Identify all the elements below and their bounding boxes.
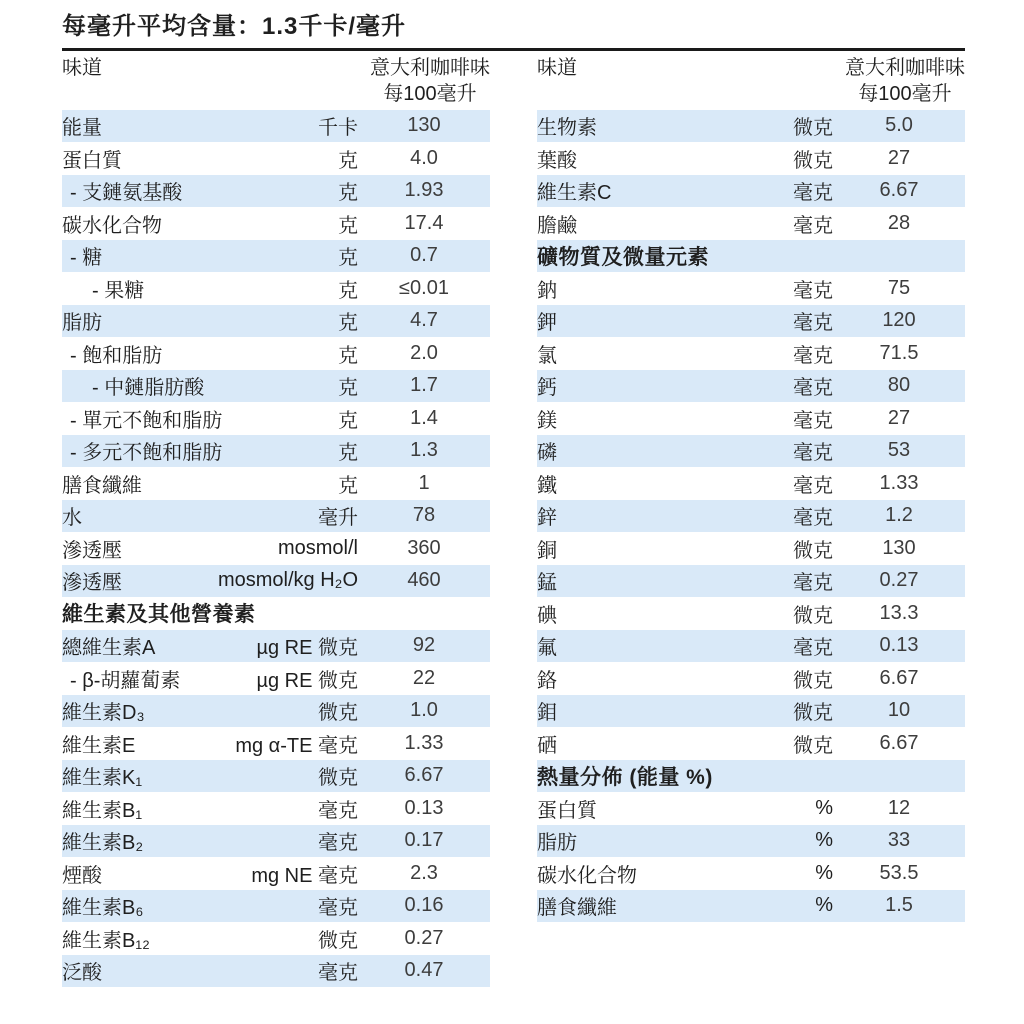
row-label: 煙酸 bbox=[62, 864, 102, 887]
row-label: 膳食纖維 bbox=[537, 897, 617, 920]
row-label: - 飽和脂肪 bbox=[70, 344, 163, 367]
row-main-cell bbox=[62, 111, 358, 140]
row-unit: 毫克 bbox=[793, 507, 833, 530]
row-label: 維生素C bbox=[537, 182, 612, 205]
table-row bbox=[62, 337, 490, 370]
row-value: 13.3 bbox=[879, 601, 919, 624]
row-value: 0.13 bbox=[404, 796, 444, 819]
row-unit: µg RE 微克 bbox=[256, 669, 358, 692]
row-main-cell bbox=[537, 306, 833, 335]
row-value: 6.67 bbox=[404, 764, 444, 787]
row-label: 滲透壓 bbox=[62, 572, 122, 595]
row-unit: 毫克 bbox=[793, 474, 833, 497]
table-row bbox=[537, 435, 965, 468]
row-unit: 微克 bbox=[793, 604, 833, 627]
row-value: 130 bbox=[407, 114, 441, 137]
row-unit: % bbox=[815, 796, 833, 819]
row-label: - 單元不飽和脂肪 bbox=[70, 409, 223, 432]
row-label: 碳水化合物 bbox=[537, 864, 637, 887]
row-label: 鉀 bbox=[537, 312, 557, 335]
row-main-cell bbox=[537, 794, 833, 823]
row-unit: 克 bbox=[338, 344, 358, 367]
row-label: 維生素B₆ bbox=[62, 897, 144, 920]
row-main-cell bbox=[62, 761, 358, 790]
row-unit: 毫克 bbox=[318, 962, 358, 985]
row-label: - β-胡蘿蔔素 bbox=[70, 669, 181, 692]
row-label: 維生素D₃ bbox=[62, 702, 145, 725]
row-value: 1.33 bbox=[879, 471, 919, 494]
per-serving-label: 每100毫升 bbox=[383, 82, 477, 105]
table-header bbox=[537, 53, 965, 110]
row-value: 120 bbox=[882, 309, 916, 332]
row-main-cell bbox=[62, 891, 358, 920]
row-value: 0.13 bbox=[879, 634, 919, 657]
row-unit: 毫升 bbox=[318, 507, 358, 530]
row-main-cell bbox=[537, 404, 833, 433]
table-row bbox=[62, 142, 490, 175]
row-value: 75 bbox=[887, 276, 911, 299]
table-columns bbox=[62, 53, 965, 988]
row-unit: 克 bbox=[338, 279, 358, 302]
section-header-row bbox=[537, 240, 965, 273]
table-row bbox=[62, 175, 490, 208]
row-main-cell bbox=[62, 176, 358, 205]
row-main-cell bbox=[62, 696, 358, 725]
table-row bbox=[537, 695, 965, 728]
row-label: 蛋白質 bbox=[537, 799, 597, 822]
per-serving-label: 每100毫升 bbox=[858, 82, 952, 105]
table-row bbox=[537, 792, 965, 825]
row-value: 1 bbox=[418, 471, 430, 494]
row-main-cell bbox=[537, 176, 833, 205]
table-row bbox=[62, 110, 490, 143]
table-row bbox=[62, 760, 490, 793]
row-unit: 微克 bbox=[793, 702, 833, 725]
row-label: - 多元不飽和脂肪 bbox=[70, 442, 223, 465]
row-label: 維生素B₁ bbox=[62, 799, 143, 822]
row-label: - 果糖 bbox=[92, 279, 145, 302]
row-unit: 毫克 bbox=[318, 832, 358, 855]
table-row bbox=[62, 532, 490, 565]
row-label: 水 bbox=[62, 507, 82, 530]
row-unit: 毫克 bbox=[793, 279, 833, 302]
row-main-cell bbox=[537, 599, 833, 628]
row-main-cell bbox=[62, 729, 358, 758]
table-row bbox=[62, 467, 490, 500]
row-label: 脂肪 bbox=[62, 312, 102, 335]
row-value: 10 bbox=[887, 699, 911, 722]
row-unit: 克 bbox=[338, 377, 358, 400]
row-value: 1.0 bbox=[410, 699, 438, 722]
row-value: 360 bbox=[407, 536, 441, 559]
flavor-value: 意大利咖啡味 bbox=[845, 56, 965, 79]
row-main-cell bbox=[62, 339, 358, 368]
nutrition-table-left bbox=[62, 53, 490, 988]
row-unit: µg RE 微克 bbox=[256, 637, 358, 660]
row-unit: % bbox=[815, 829, 833, 852]
row-label: 泛酸 bbox=[62, 962, 102, 985]
row-main-cell bbox=[537, 209, 833, 238]
row-main-cell bbox=[537, 274, 833, 303]
row-value: 1.7 bbox=[410, 374, 438, 397]
row-label: 鉬 bbox=[537, 702, 557, 725]
row-label: - 中鏈脂肪酸 bbox=[92, 377, 205, 400]
row-label: 維生素B₁₂ bbox=[62, 929, 150, 952]
row-unit: 克 bbox=[338, 409, 358, 432]
row-main-cell bbox=[62, 664, 358, 693]
table-row bbox=[537, 370, 965, 403]
row-unit: mg NE 毫克 bbox=[251, 864, 358, 887]
row-label: 氯 bbox=[537, 344, 557, 367]
row-label: 鈉 bbox=[537, 279, 557, 302]
flavor-column-header: 味道 bbox=[537, 56, 577, 79]
row-unit: 微克 bbox=[793, 669, 833, 692]
row-label: 能量 bbox=[62, 117, 102, 140]
row-main-cell bbox=[62, 469, 358, 498]
row-value: 28 bbox=[887, 211, 911, 234]
row-main-cell bbox=[537, 664, 833, 693]
table-row bbox=[62, 955, 490, 988]
row-main-cell bbox=[62, 859, 358, 888]
row-value: 130 bbox=[882, 536, 916, 559]
flavor-header-block bbox=[370, 55, 490, 107]
row-main-cell bbox=[537, 436, 833, 465]
row-value: 33 bbox=[887, 829, 911, 852]
row-unit: 微克 bbox=[793, 117, 833, 140]
table-row bbox=[62, 922, 490, 955]
row-value: 1.4 bbox=[410, 406, 438, 429]
table-row bbox=[537, 662, 965, 695]
section-header-row bbox=[537, 760, 965, 793]
flavor-header-block bbox=[845, 55, 965, 107]
row-unit: 千卡 bbox=[318, 117, 358, 140]
section-title: 礦物質及微量元素 bbox=[537, 245, 709, 269]
row-value: 6.67 bbox=[879, 179, 919, 202]
table-row bbox=[537, 857, 965, 890]
row-unit: 克 bbox=[338, 214, 358, 237]
row-label: 維生素B₂ bbox=[62, 832, 144, 855]
table-row bbox=[537, 207, 965, 240]
table-row bbox=[62, 695, 490, 728]
row-unit: 毫克 bbox=[793, 182, 833, 205]
row-label: 銅 bbox=[537, 539, 557, 562]
row-value: 460 bbox=[407, 569, 441, 592]
table-row bbox=[62, 825, 490, 858]
row-unit: 微克 bbox=[793, 539, 833, 562]
row-main-cell bbox=[62, 306, 358, 335]
row-value: 6.67 bbox=[879, 731, 919, 754]
row-value: 12 bbox=[887, 796, 911, 819]
table-row bbox=[62, 240, 490, 273]
table-row bbox=[537, 305, 965, 338]
row-value: 27 bbox=[887, 406, 911, 429]
flavor-value: 意大利咖啡味 bbox=[370, 56, 490, 79]
row-label: 維生素K₁ bbox=[62, 767, 143, 790]
row-unit: 克 bbox=[338, 149, 358, 172]
row-main-cell bbox=[62, 794, 358, 823]
row-value: 22 bbox=[412, 666, 436, 689]
row-value: 0.47 bbox=[404, 959, 444, 982]
row-unit: 微克 bbox=[318, 767, 358, 790]
table-row bbox=[62, 727, 490, 760]
flavor-column-header: 味道 bbox=[62, 56, 102, 79]
table-row bbox=[537, 272, 965, 305]
row-value: 27 bbox=[887, 146, 911, 169]
row-main-cell bbox=[537, 339, 833, 368]
row-main-cell bbox=[537, 144, 833, 173]
row-main-cell bbox=[537, 826, 833, 855]
row-unit: 毫克 bbox=[793, 442, 833, 465]
table-row bbox=[62, 305, 490, 338]
table-row bbox=[62, 565, 490, 598]
table-row bbox=[62, 207, 490, 240]
row-value: 53.5 bbox=[879, 861, 919, 884]
row-unit: 毫克 bbox=[793, 214, 833, 237]
row-unit: mg α-TE 毫克 bbox=[235, 734, 358, 757]
row-main-cell bbox=[62, 924, 358, 953]
row-main-cell bbox=[537, 111, 833, 140]
table-row bbox=[537, 532, 965, 565]
row-unit: 微克 bbox=[793, 734, 833, 757]
row-unit: mosmol/l bbox=[277, 536, 358, 559]
row-value: 78 bbox=[412, 504, 436, 527]
table-row bbox=[62, 435, 490, 468]
row-label: 鉻 bbox=[537, 669, 557, 692]
row-label: 生物素 bbox=[537, 117, 597, 140]
row-value: ≤0.01 bbox=[399, 276, 449, 299]
row-label: 碘 bbox=[537, 604, 557, 627]
table-row bbox=[62, 857, 490, 890]
row-value: 2.3 bbox=[410, 861, 438, 884]
row-unit: 微克 bbox=[318, 702, 358, 725]
row-main-cell bbox=[62, 274, 358, 303]
row-value: 0.17 bbox=[404, 829, 444, 852]
page-title: 每毫升平均含量：1.3千卡/毫升 bbox=[62, 13, 407, 40]
row-label: 總維生素A bbox=[62, 637, 156, 660]
row-unit: 微克 bbox=[318, 929, 358, 952]
row-main-cell bbox=[62, 436, 358, 465]
row-unit: 毫克 bbox=[793, 572, 833, 595]
row-label: - 糖 bbox=[70, 247, 103, 270]
row-main-cell bbox=[62, 209, 358, 238]
row-main-cell bbox=[537, 696, 833, 725]
table-row bbox=[537, 467, 965, 500]
row-label: 葉酸 bbox=[537, 149, 577, 172]
row-value: 6.67 bbox=[879, 666, 919, 689]
row-unit: 克 bbox=[338, 312, 358, 335]
row-label: 硒 bbox=[537, 734, 557, 757]
row-main-cell bbox=[537, 371, 833, 400]
row-main-cell bbox=[62, 534, 358, 563]
section-header-row bbox=[62, 597, 490, 630]
row-label: 氟 bbox=[537, 637, 557, 660]
row-unit: 毫克 bbox=[793, 637, 833, 660]
row-value: 1.5 bbox=[885, 894, 913, 917]
row-value: 1.2 bbox=[885, 504, 913, 527]
row-value: 71.5 bbox=[879, 341, 919, 364]
table-row bbox=[537, 175, 965, 208]
row-label: 膳食纖維 bbox=[62, 474, 142, 497]
table-row bbox=[537, 500, 965, 533]
row-label: 碳水化合物 bbox=[62, 214, 162, 237]
row-main-cell bbox=[62, 566, 358, 595]
row-label: 錳 bbox=[537, 572, 557, 595]
table-row bbox=[537, 825, 965, 858]
row-main-cell bbox=[62, 404, 358, 433]
table-row bbox=[537, 142, 965, 175]
row-value: 4.7 bbox=[410, 309, 438, 332]
row-unit: % bbox=[815, 861, 833, 884]
table-row bbox=[537, 727, 965, 760]
table-row bbox=[62, 370, 490, 403]
row-value: 0.16 bbox=[404, 894, 444, 917]
row-main-cell bbox=[537, 501, 833, 530]
row-unit: % bbox=[815, 894, 833, 917]
row-value: 1.3 bbox=[410, 439, 438, 462]
row-main-cell bbox=[537, 891, 833, 920]
row-main-cell bbox=[62, 631, 358, 660]
row-value: 2.0 bbox=[410, 341, 438, 364]
row-main-cell bbox=[62, 144, 358, 173]
row-unit: 克 bbox=[338, 182, 358, 205]
row-main-cell bbox=[62, 501, 358, 530]
row-unit: 克 bbox=[338, 247, 358, 270]
table-row bbox=[537, 630, 965, 663]
nutrition-table-right bbox=[537, 53, 965, 988]
table-row bbox=[537, 565, 965, 598]
row-main-cell bbox=[537, 534, 833, 563]
table-header bbox=[62, 53, 490, 110]
row-unit: 毫克 bbox=[318, 897, 358, 920]
row-unit: 毫克 bbox=[793, 377, 833, 400]
table-row bbox=[537, 890, 965, 923]
row-value: 0.27 bbox=[879, 569, 919, 592]
table-rows bbox=[537, 110, 965, 923]
table-row bbox=[62, 662, 490, 695]
table-row bbox=[537, 597, 965, 630]
table-row bbox=[537, 337, 965, 370]
row-unit: 毫克 bbox=[318, 799, 358, 822]
row-value: 1.93 bbox=[404, 179, 444, 202]
row-value: 92 bbox=[412, 634, 436, 657]
table-rows bbox=[62, 110, 490, 988]
row-main-cell bbox=[537, 469, 833, 498]
table-row bbox=[62, 890, 490, 923]
row-label: 膽鹼 bbox=[537, 214, 577, 237]
row-main-cell bbox=[62, 371, 358, 400]
row-main-cell bbox=[62, 826, 358, 855]
row-value: 1.33 bbox=[404, 731, 444, 754]
section-title: 維生素及其他營養素 bbox=[62, 603, 256, 627]
row-unit: 毫克 bbox=[793, 344, 833, 367]
row-label: 維生素E bbox=[62, 734, 136, 757]
row-unit: 微克 bbox=[793, 149, 833, 172]
row-unit: mosmol/kg H₂O bbox=[217, 569, 358, 592]
table-row bbox=[62, 272, 490, 305]
row-value: 53 bbox=[887, 439, 911, 462]
section-title: 熱量分佈 (能量 %) bbox=[537, 765, 713, 789]
table-row bbox=[62, 402, 490, 435]
row-unit: 毫克 bbox=[793, 312, 833, 335]
row-main-cell bbox=[537, 729, 833, 758]
row-unit: 克 bbox=[338, 474, 358, 497]
table-row bbox=[62, 630, 490, 663]
title-divider bbox=[62, 48, 965, 51]
row-value: 17.4 bbox=[404, 211, 444, 234]
table-row bbox=[62, 500, 490, 533]
table-row bbox=[62, 792, 490, 825]
row-value: 0.27 bbox=[404, 926, 444, 949]
row-main-cell bbox=[62, 956, 358, 985]
row-main-cell bbox=[62, 241, 358, 270]
row-unit: 克 bbox=[338, 442, 358, 465]
row-label: - 支鏈氨基酸 bbox=[70, 182, 183, 205]
row-label: 鈣 bbox=[537, 377, 557, 400]
table-row bbox=[537, 402, 965, 435]
row-main-cell bbox=[537, 631, 833, 660]
row-label: 滲透壓 bbox=[62, 539, 122, 562]
row-label: 鋅 bbox=[537, 507, 557, 530]
row-value: 4.0 bbox=[410, 146, 438, 169]
row-label: 磷 bbox=[537, 442, 557, 465]
row-label: 蛋白質 bbox=[62, 149, 122, 172]
row-value: 0.7 bbox=[410, 244, 438, 267]
row-main-cell bbox=[537, 859, 833, 888]
row-label: 鎂 bbox=[537, 409, 557, 432]
row-value: 5.0 bbox=[885, 114, 913, 137]
table-row bbox=[537, 110, 965, 143]
row-unit: 毫克 bbox=[793, 409, 833, 432]
row-main-cell bbox=[537, 566, 833, 595]
row-label: 鐵 bbox=[537, 474, 557, 497]
row-value: 80 bbox=[887, 374, 911, 397]
row-label: 脂肪 bbox=[537, 832, 577, 855]
